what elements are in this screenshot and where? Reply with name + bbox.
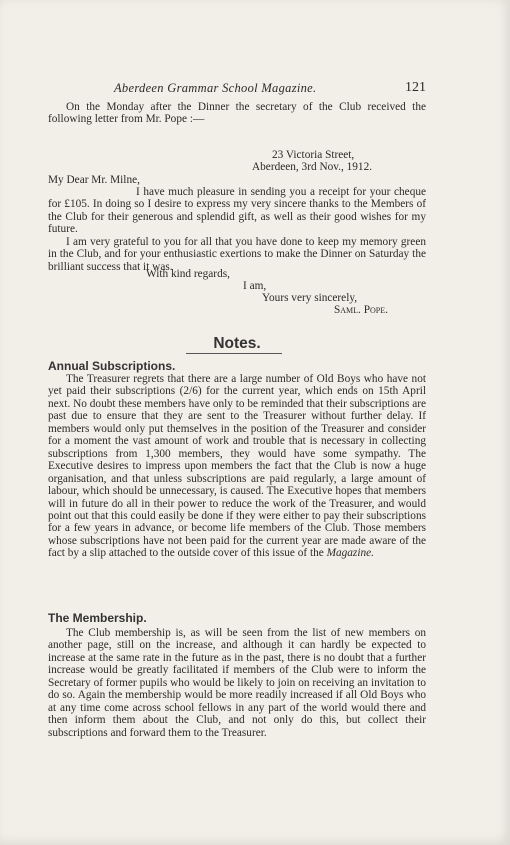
notes-heading: Notes. [213,335,261,352]
annual-subscriptions-heading: Annual Subscriptions. [48,359,176,373]
closing-regards: With kind regards, [146,268,230,280]
intro-paragraph: On the Monday after the Dinner the secretary of the Club received the following letter from Mr. Pope :— [48,101,426,126]
salutation: My Dear Mr. Milne, [48,174,140,186]
annual-subscriptions-body [48,373,426,560]
signature: Saml. Pope. [334,304,388,316]
letter-paragraph-1: I have much pleasure in sending you a receipt for your cheque for £105. In doing so I desire to express my very sincere thanks to the Members of the Club for their generous and splendid gift, as well as their good wishes for my future. [48,186,426,236]
address-line-1: 23 Victoria Street, [272,149,355,161]
magazine-italic: Magazine. [326,547,374,560]
divider-rule [186,353,282,354]
membership-heading: The Membership. [48,611,147,625]
closing-yours: Yours very sincerely, [262,292,358,304]
running-head [48,81,426,99]
annual-body-text: The Treasurer regrets that there are a large number of Old Boys who have not yet paid their subscriptions (2/6) for the current year, which ends on 15th April next. No doubt these members have only to be reminded that their subscriptions are past due to ensure that they are sent to the Treasurer without further delay. If members would only put themselves in the position of the Treasurer and consider for a moment the vast amount of work and trouble that is necessary in collecting subscriptions from 1,300 members, they would have some sympathy. The Executive desires to impress upon members the fact that the Club is now a huge organisation, and that unless subscriptions are paid regularly, a large amount of labour, which should be unnecessary, is caused. The Executive hopes that members will in future do all in their power to reduce the work of the Treasurer, and would point out that this could easily be done if they were either to pay their subscriptions for a few years in advance, or become life members of the Club. Those members whose subscriptions have not been paid for the current year are made aware of the fact by a slip attached to the outside cover of this issue of the [48,373,426,560]
magazine-title: Aberdeen Grammar School Magazine. [114,81,317,95]
closing-i-am: I am, [243,280,267,292]
page-number: 121 [405,80,426,95]
membership-body: The Club membership is, as will be seen from the list of new members on another page, still on the increase, and although it can hardly be expected to increase at the same rate in the future as in the past, there is no doubt that a further increase would be greatly facilitated if members of the Club were to inform the Secretary of former pupils who would be likely to join on receiving an invitation to do so. Again the membership would be more readily increased if all Old Boys who at any time come across school fellows in any part of the world would there and then inform them about the Club, and not only do this, but collect their subscriptions and forward them to the Treasurer. [48,627,426,739]
address-line-2: Aberdeen, 3rd Nov., 1912. [252,161,373,173]
letter-paragraph-2: I am very grateful to you for all that you have done to keep my memory green in the Club, and for your enthusiastic exertions to make the Dinner on Saturday the brilliant success that it was. [48,236,426,273]
